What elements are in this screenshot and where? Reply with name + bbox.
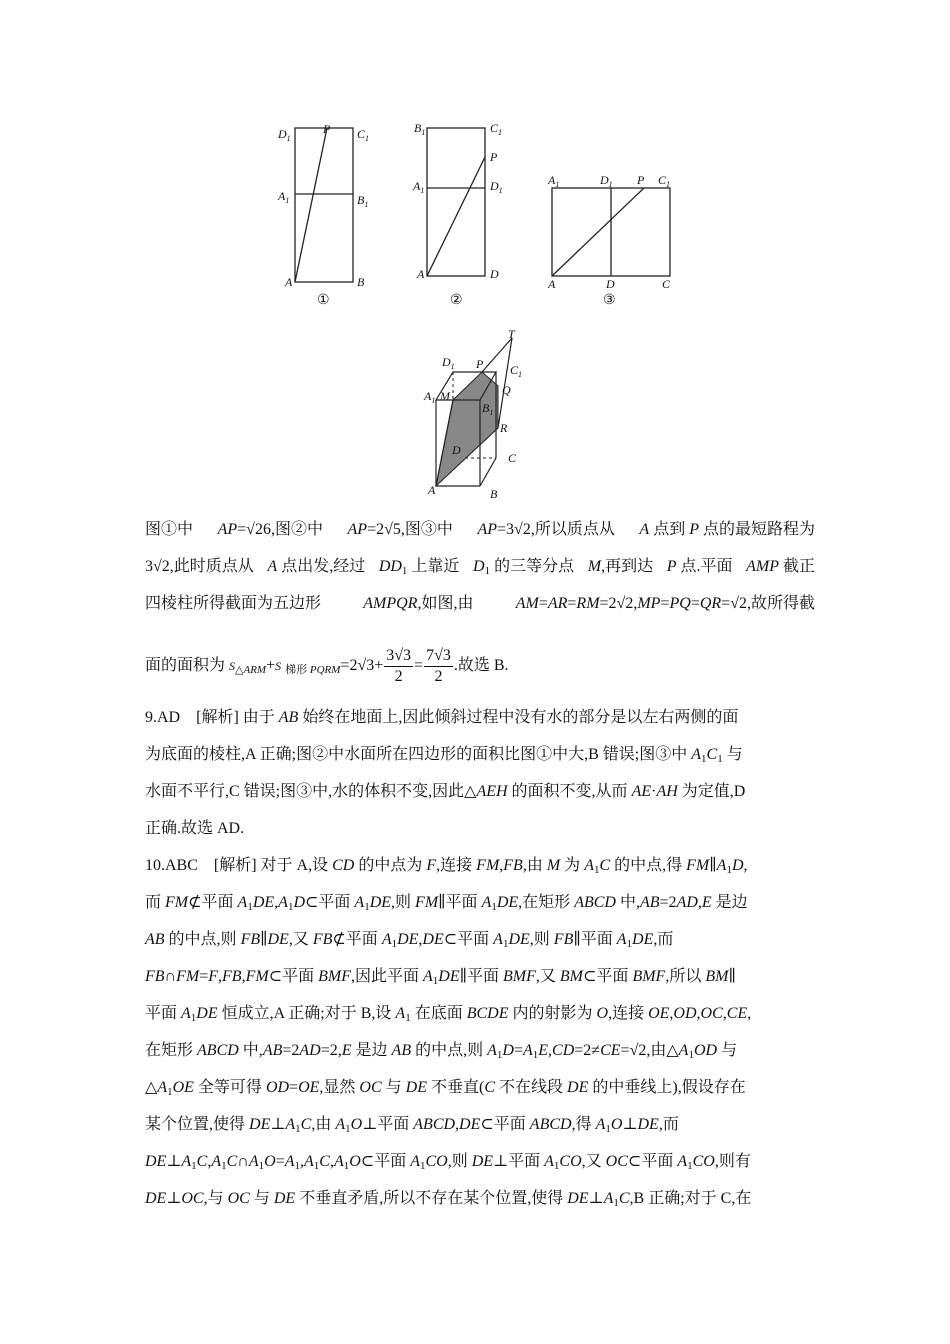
fig1-label-D1: $D_1$ bbox=[278, 127, 291, 143]
fig1-label-P: P bbox=[323, 122, 331, 136]
fig1-label-A1: $A_1$ bbox=[278, 189, 290, 205]
fig4-label-M: M bbox=[440, 389, 450, 403]
fig3-label-A: A bbox=[548, 277, 556, 291]
text-q9-line-2: 为底面的棱柱,A 正确;图②中水面所在四边形的面积比图①中大,B 错误;图③中 $A_1C_1$ 与 bbox=[145, 746, 743, 765]
text-q10-line-3: AB 的中点,则 FB∥DE,又 FB⊄平面 $A_1DE,DE\subset$平面 $A_1DE$,则 FB∥平面 $A_1DE$,而 bbox=[145, 931, 674, 950]
text-q9-line-1: 9.AD [解析] 由于 AB 始终在地面上,因此倾斜过程中没有水的部分是以左右两侧的面 bbox=[145, 709, 739, 726]
fig2-label-C1: $C_1$ bbox=[490, 121, 503, 137]
text-q10-line-5: 平面 $A_1DE$ 恒成立,A 正确;对于 B,设 $A_1$ 在底面 BCDE 内的射影为 O,连接 OE,OD,OC,CE, bbox=[145, 1005, 752, 1024]
text-q10-line-7: $\triangle A_1OE$ 全等可得 OD=OE,显然 OC 与 DE 不垂直(C 不在线段 DE 的中垂线上),假设存在 bbox=[145, 1079, 746, 1098]
fig1-label-B: B bbox=[357, 275, 365, 289]
fig2-label-D: D bbox=[490, 267, 499, 281]
text-q10-line-8: 某个位置,使得 $DE\perp A_1C$,由 $A_1O\perp$平面 ABCD,DE⊂平面 ABCD,得 $A_1O\perp DE$,而 bbox=[145, 1116, 679, 1135]
fig1-label-C1: $C_1$ bbox=[357, 127, 370, 143]
fig4-label-A1: $A_1$ bbox=[424, 389, 436, 405]
fig3-label-P: P bbox=[637, 173, 645, 187]
fig4-label-B1: $B_1$ bbox=[482, 401, 494, 417]
fig3-ap-line bbox=[552, 188, 644, 276]
fig4-label-R: R bbox=[500, 421, 508, 435]
text-line-1: 图①中 AP=√26,图②中 AP=2√5,图③中 AP=3√2,所以质点从 A 点到 P 点的最短路程为 bbox=[145, 521, 815, 538]
figure-3 bbox=[540, 170, 690, 310]
text-q10-line-4: FB∩FM=F,FB,FM⊂平面 BMF,因此平面 $A_1DE\parallel$平面 BMF,又 BM⊂平面 BMF,所以 BM∥ bbox=[145, 968, 736, 987]
fig3-label-D1: $D_1$ bbox=[600, 173, 613, 189]
fig1-caption: ① bbox=[317, 293, 330, 308]
fig2-rect bbox=[427, 128, 485, 276]
fig4-label-D: D bbox=[452, 443, 461, 457]
fig4-label-D1: $D_1$ bbox=[442, 355, 455, 371]
fig4-label-T: T bbox=[508, 328, 515, 341]
fig2-label-A1: $A_1$ bbox=[413, 179, 425, 195]
fig2-ap-line bbox=[427, 157, 485, 276]
fig4-label-C1: $C_1$ bbox=[510, 363, 523, 379]
fig1-label-B1: $B_1$ bbox=[357, 193, 369, 209]
text-line-4: 面的面积为 $S_{\triangle ARM}+S$ $_{梯形 PQRM}$=2√3+ $\frac{3√3}{2}$ = $\frac{7√3}{2}$ .故选 B. bbox=[145, 646, 509, 685]
fig2-label-P: P bbox=[490, 150, 498, 164]
fig4-label-C: C bbox=[508, 451, 517, 465]
fig3-label-C: C bbox=[662, 277, 671, 291]
figure-1 bbox=[275, 120, 375, 310]
fig2-label-A: A bbox=[417, 267, 425, 281]
text-q10-line-2: 而 FM⊄平面 $A_1DE,A_1D\subset$平面 $A_1DE$,则 FM∥平面 $A_1DE$,在矩形 ABCD 中,AB=2AD,E 是边 bbox=[145, 894, 748, 913]
text-q9-line-3: 水面不平行,C 错误;图③中,水的体积不变,因此△AEH 的面积不变,从而 AE·AH 为定值,D bbox=[145, 783, 746, 800]
fig4-label-B: B bbox=[490, 487, 498, 501]
text-q10-line-1: 10.ABC [解析] 对于 A,设 CD 的中点为 F,连接 FM,FB,由 M 为 $A_1C$ 的中点,得 $FM\parallel A_1D$, bbox=[145, 857, 748, 876]
fig4-label-Q: Q bbox=[502, 383, 511, 397]
figure-4-prism bbox=[420, 328, 530, 503]
text-q10-line-10: DE⊥OC,与 OC 与 DE 不垂直矛盾,所以不存在某个位置,使得 $DE\perp A_1C,B$ 正确;对于 C,在 bbox=[145, 1190, 752, 1209]
fig1-label-A: A bbox=[285, 275, 293, 289]
fig4-label-A: A bbox=[428, 483, 436, 497]
figure-2 bbox=[408, 120, 508, 310]
fig3-label-C1: $C_1$ bbox=[658, 173, 671, 189]
fig2-label-B1: $B_1$ bbox=[414, 121, 426, 137]
fig2-label-D1: $D_1$ bbox=[490, 179, 503, 195]
text-q9-line-4: 正确.故选 AD. bbox=[145, 820, 245, 837]
fig3-caption: ③ bbox=[603, 293, 616, 308]
text-line-2: 3√2,此时质点从 A 点出发,经过 $DD_1$ 上靠近 $D_1$ 的三等分点 M,再到达 P 点.平面 AMP 截正 bbox=[145, 558, 815, 577]
text-q10-line-9: $DE\perp A_1C,A_1C\cap A_1O=A_1,A_1C,A_1O\subset$平面 $A_1CO$,则 DE⊥平面 $A_1CO$,又 OC⊂平面 $A_1CO$,则有 bbox=[145, 1153, 751, 1172]
text-q10-line-6: 在矩形 ABCD 中,AB=2AD=2,E 是边 AB 的中点,则 $A_1D=A_1E,CD=2\ne CE=√2$,由$\triangle A_1OD$ 与 bbox=[145, 1042, 738, 1061]
fig4-label-P: P bbox=[476, 357, 484, 371]
fig2-caption: ② bbox=[450, 293, 463, 308]
fig3-label-D: D bbox=[606, 277, 615, 291]
fig3-label-A1: $A_1$ bbox=[548, 173, 560, 189]
text-line-3: 四棱柱所得截面为五边形 AMPQR,如图,由 AM=AR=RM=2√2,MP=PQ=QR=√2,故所得截 bbox=[145, 595, 815, 612]
fig1-ap-line bbox=[295, 128, 327, 282]
fig1-rect bbox=[295, 128, 353, 282]
